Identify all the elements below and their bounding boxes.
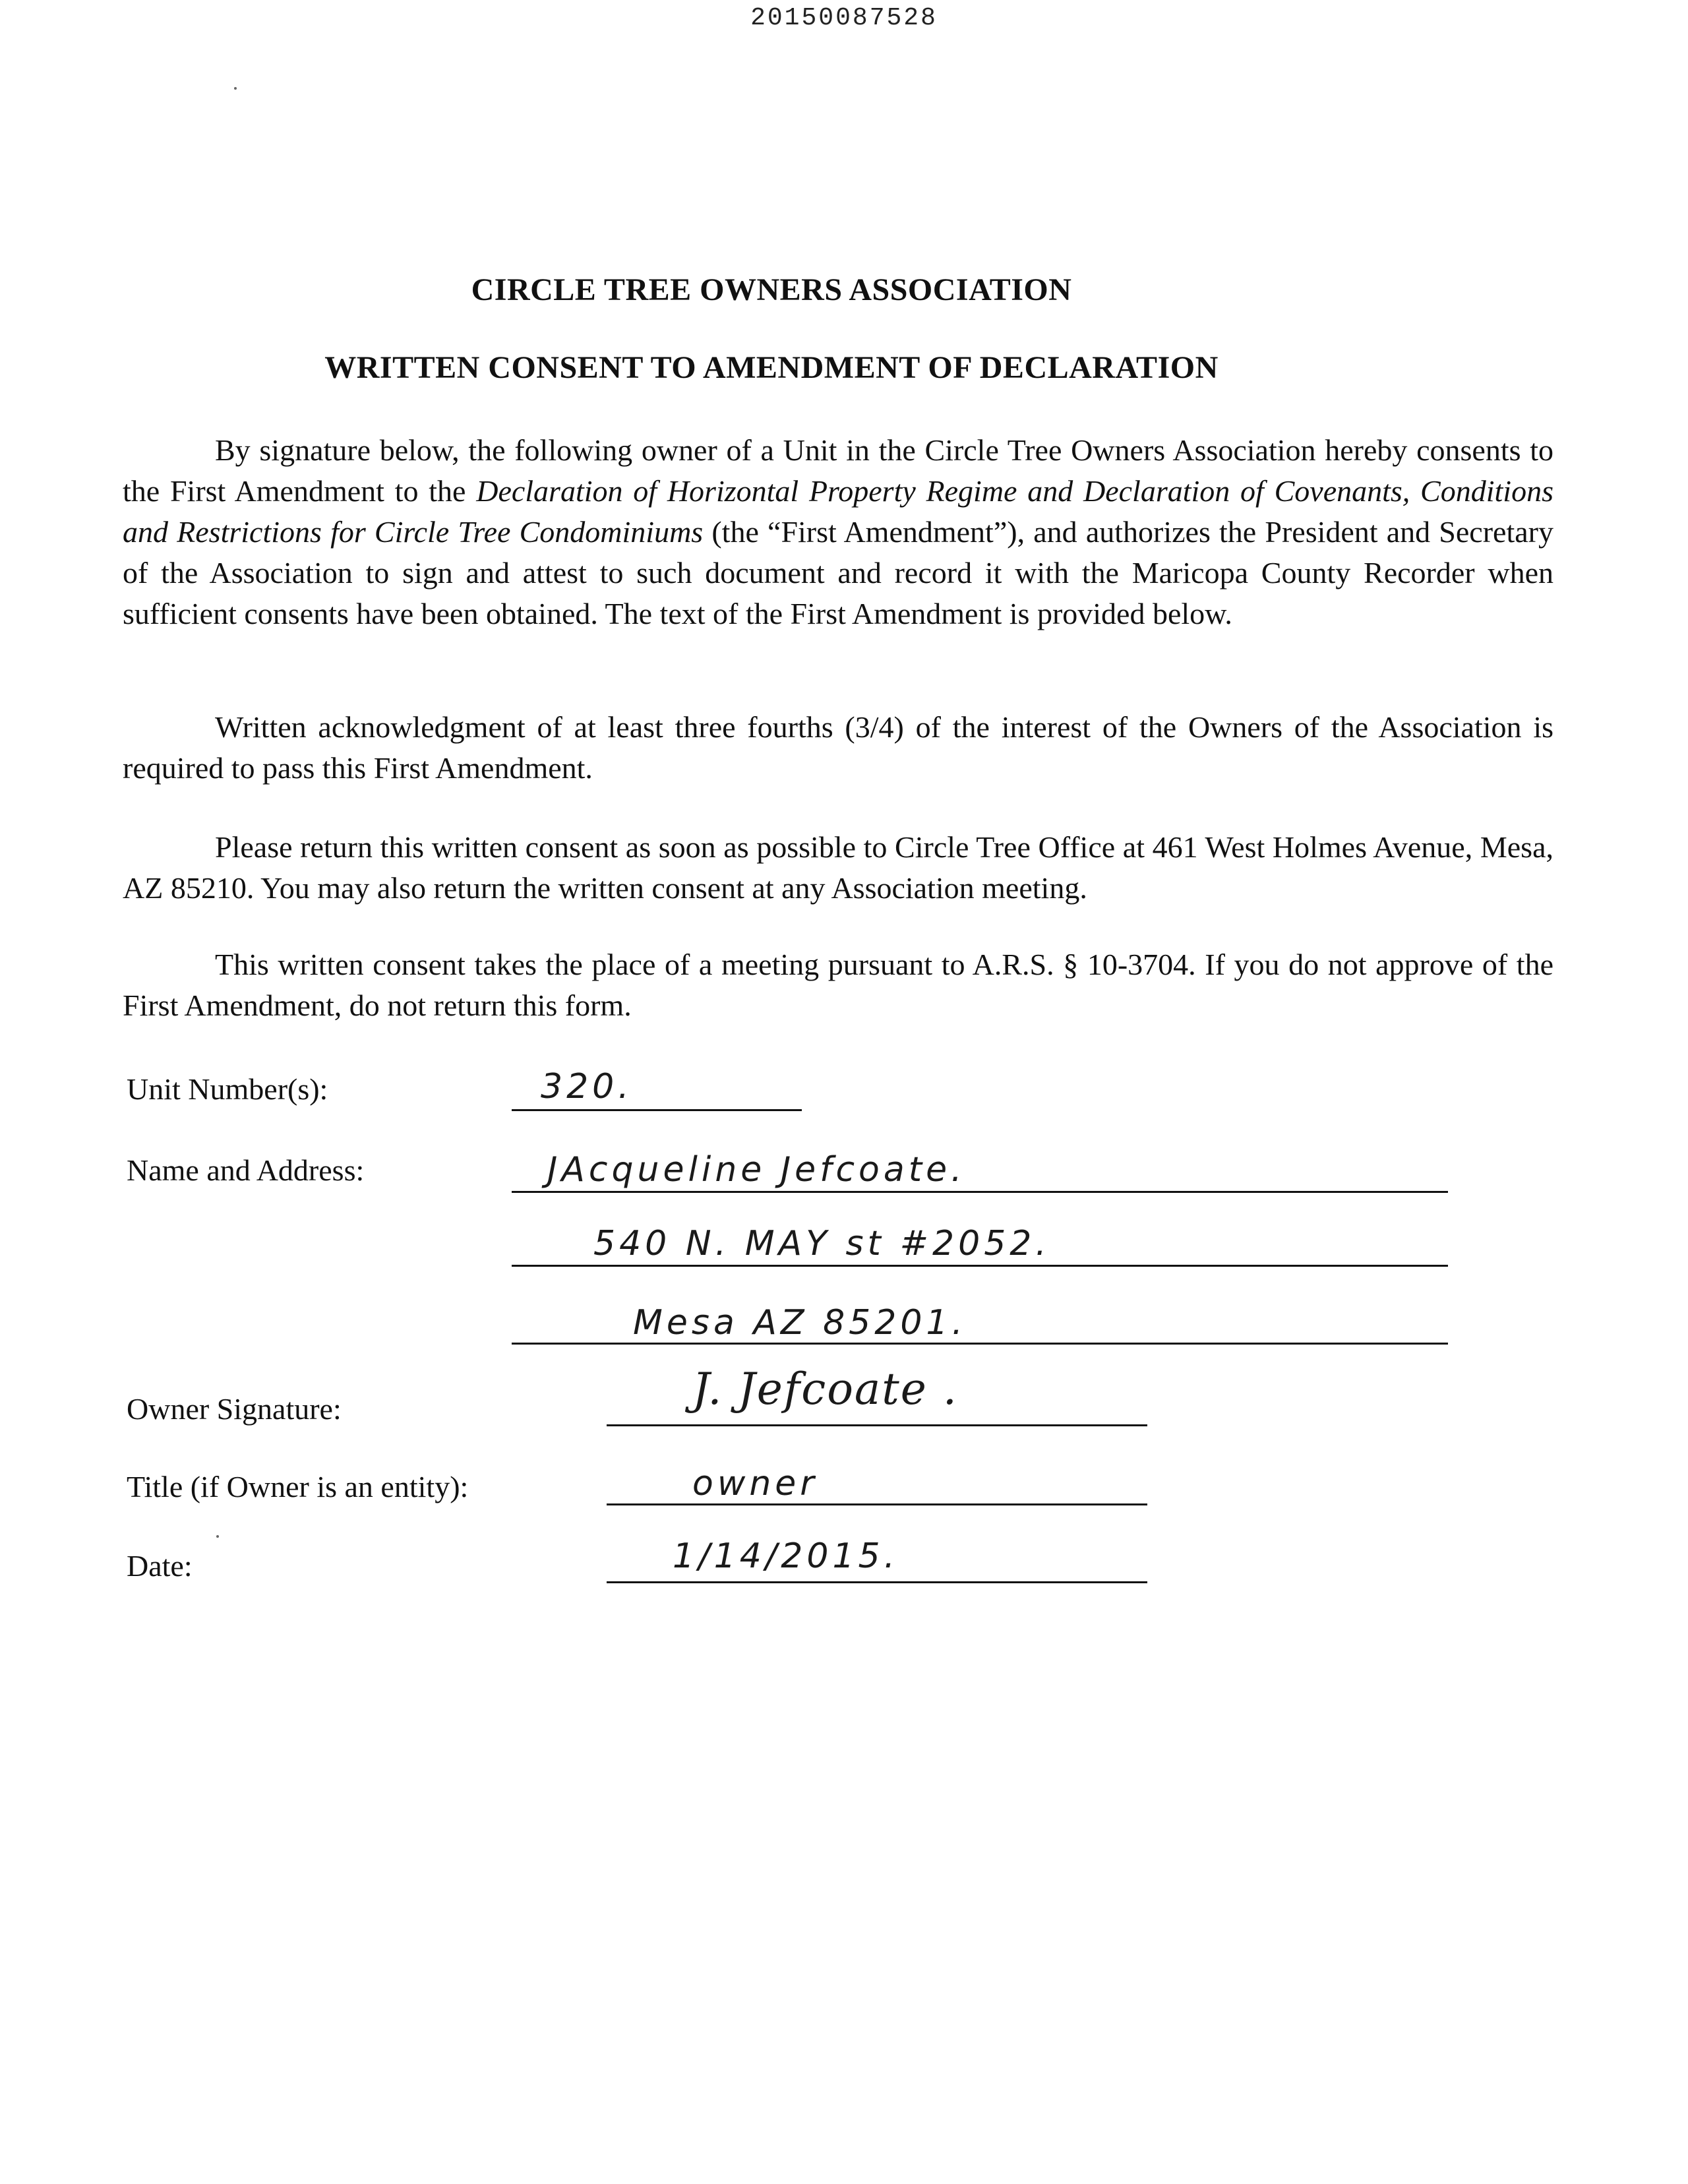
- return-instructions-text: Please return this written consent as soon as possible to Circle Tree Office at 461 West Holmes Avenue, Mesa, AZ 85210. You may also return the written consent at any Association meeting.: [123, 830, 1553, 905]
- document-number: 20150087528: [750, 4, 938, 32]
- address-line-2: [512, 1343, 1448, 1345]
- declaration-title: Declaration of Horizontal Property Regime and Declaration of Covenants, Conditions and Restrictions for Circle Tree Condominiums: [123, 474, 1553, 549]
- unit-number-label: Unit Number(s):: [127, 1072, 328, 1106]
- name-address-label: Name and Address:: [127, 1153, 365, 1187]
- consent-title: WRITTEN CONSENT TO AMENDMENT OF DECLARATION: [324, 350, 1219, 385]
- date-label: Date:: [127, 1549, 193, 1583]
- unit-number-handwritten: 320.: [541, 1067, 633, 1107]
- date-handwritten: 1/14/2015.: [673, 1536, 899, 1576]
- consent-paragraph-text-a: By signature below, the following owner of a Unit in the Circle Tree Owners Association hereby consents to the First Amendment to the: [123, 433, 1553, 508]
- return-instructions-paragraph: [123, 827, 1553, 909]
- consent-paragraph: [123, 430, 1553, 634]
- meeting-paragraph: [123, 944, 1553, 1026]
- consent-paragraph-text-b: (the “First Amendment”), and authorizes the President and Secretary of the Association to sign and attest to such document and record it with the Maricopa County Recorder when sufficient consents have been obtained. The text of the First Amendment is provided below.: [123, 515, 1553, 630]
- unit-number-line: [512, 1109, 802, 1111]
- name-line: [512, 1191, 1448, 1193]
- address-line-2-handwritten: Mesa AZ 85201.: [633, 1303, 967, 1343]
- acknowledgment-paragraph-text: Written acknowledgment of at least three fourths (3/4) of the interest of the Owners of the Association is required to pass this First Amendment.: [123, 710, 1553, 785]
- entity-title-handwritten: owner: [692, 1464, 818, 1503]
- signature-line: [607, 1424, 1147, 1426]
- meeting-paragraph-text: This written consent takes the place of a meeting pursuant to A.R.S. § 10-3704. If you do not approve of the First Amendment, do not return this form.: [123, 948, 1553, 1022]
- entity-title-label: Title (if Owner is an entity):: [127, 1470, 469, 1503]
- scan-speck: [216, 1535, 219, 1538]
- address-line-1: [512, 1265, 1448, 1267]
- name-handwritten: JAcqueline Jefcoate.: [547, 1150, 966, 1190]
- date-line: [607, 1581, 1147, 1583]
- association-title: CIRCLE TREE OWNERS ASSOCIATION: [471, 272, 1072, 307]
- address-line-1-handwritten: 540 N. MAY st #2052.: [593, 1224, 1050, 1263]
- owner-signature-handwritten: J. Jefcoate .: [692, 1364, 958, 1414]
- owner-signature-label: Owner Signature:: [127, 1392, 342, 1426]
- entity-title-line: [607, 1503, 1147, 1505]
- acknowledgment-paragraph: [123, 707, 1553, 789]
- scan-speck: [234, 87, 237, 90]
